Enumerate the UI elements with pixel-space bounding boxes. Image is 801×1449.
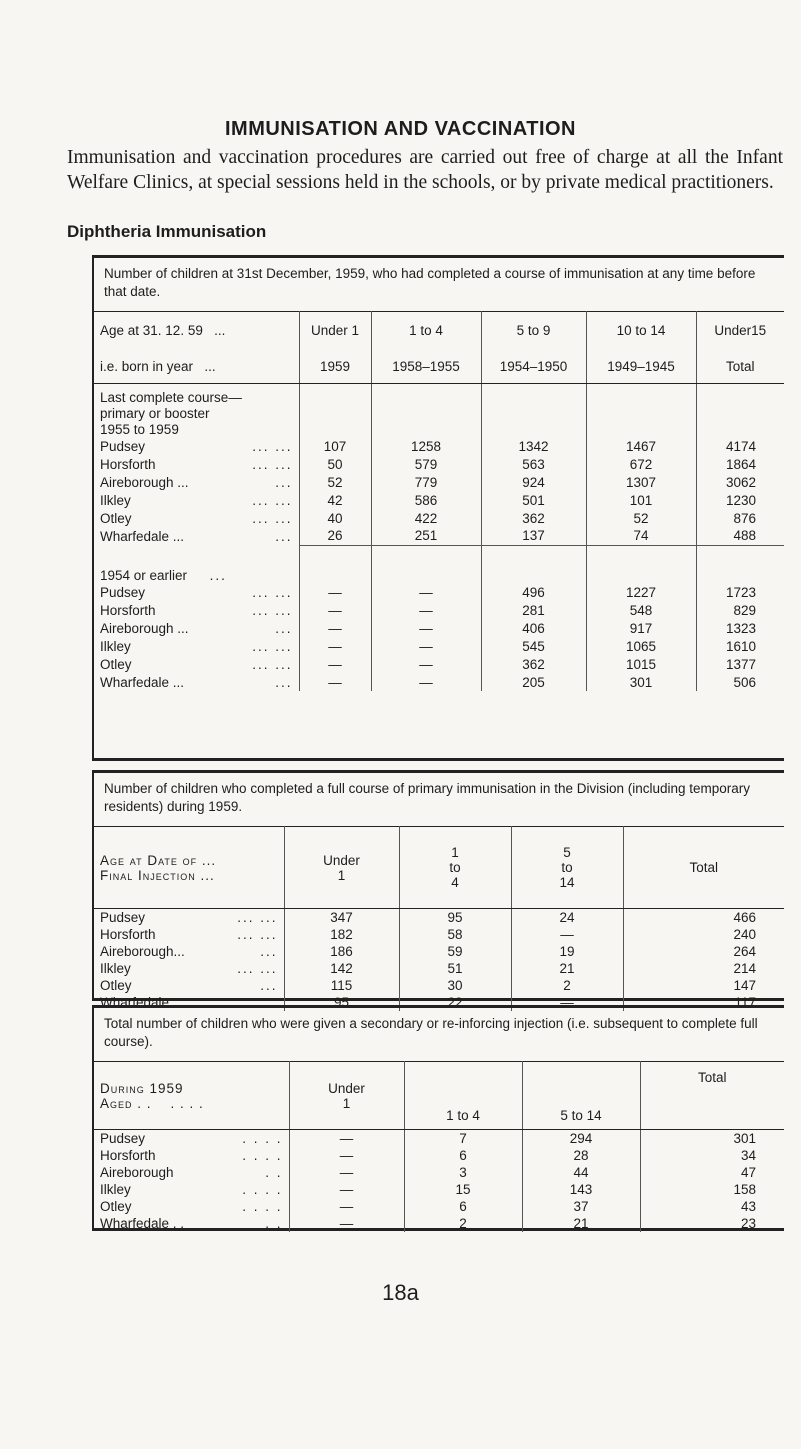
cell-c1: 40 [299, 509, 371, 527]
t1-group1-label-2: primary or booster [100, 405, 210, 421]
cell-c2: 1258 [371, 437, 481, 455]
t2-header-total: Total [623, 827, 784, 909]
t1-header-1954-1950: 1954–1950 [481, 350, 586, 384]
cell-c3: 19 [511, 943, 623, 960]
t1-header-1958-1955: 1958–1955 [371, 350, 481, 384]
cell-c4: 548 [586, 601, 696, 619]
cell-c3: 1342 [481, 437, 586, 455]
t1-group2-label: 1954 or earlier ... [100, 568, 227, 583]
cell-c4: 1227 [586, 583, 696, 601]
cell-c4: 1467 [586, 437, 696, 455]
t3-header-5to14: 5 to 14 [522, 1062, 640, 1130]
table-row [94, 1181, 784, 1198]
cell-c1: — [299, 619, 371, 637]
cell-c1: — [299, 583, 371, 601]
cell-c4: 52 [586, 509, 696, 527]
row-label: Pudsey . . . . [100, 1130, 283, 1146]
cell-c2: 30 [399, 977, 511, 994]
table1-caption: Number of children at 31st December, 1959, who had completed a course of immunisation at any time before that date. [104, 266, 756, 299]
t1-header-5to9: 5 to 9 [481, 312, 586, 350]
t1-header-1959: 1959 [299, 350, 371, 384]
table-row [94, 619, 784, 637]
cell-total: 1323 [696, 619, 784, 637]
cell-c1: 52 [299, 473, 371, 491]
cell-total: 829 [696, 601, 784, 619]
row-label: Wharfedale ... [100, 994, 278, 1010]
t1-group2-rows [94, 583, 784, 691]
cell-c3: — [511, 994, 623, 1011]
t3-header-during: During 1959 Aged . . . . . . [94, 1062, 289, 1130]
cell-c2: 6 [404, 1198, 522, 1215]
t1-group1-label: Last complete course— [100, 390, 242, 405]
cell-c3: 205 [481, 673, 586, 691]
table-row [94, 583, 784, 601]
t3-header-1to4: 1 to 4 [404, 1062, 522, 1130]
cell-c2: 15 [404, 1181, 522, 1198]
row-label: Horsforth ... ... [100, 456, 293, 472]
t2-header-5to14: 5 to 14 [511, 827, 623, 909]
cell-c4: 1065 [586, 637, 696, 655]
cell-total: 1864 [696, 455, 784, 473]
table-row [94, 909, 784, 926]
table-row [94, 943, 784, 960]
cell-total: 1610 [696, 637, 784, 655]
cell-c1: 182 [284, 926, 399, 943]
table-row [94, 960, 784, 977]
table-row [94, 473, 784, 491]
cell-c3: 37 [522, 1198, 640, 1215]
cell-total: 4174 [696, 437, 784, 455]
cell-c1: — [289, 1130, 404, 1147]
t1-header-age: Age at 31. 12. 59 ... [100, 323, 226, 339]
cell-total: 34 [640, 1147, 784, 1164]
cell-c3: 563 [481, 455, 586, 473]
table-row [94, 926, 784, 943]
cell-c3: 501 [481, 491, 586, 509]
t1-header-under15: Under15 [696, 312, 784, 350]
table-row [94, 673, 784, 691]
row-label: Pudsey ... ... [100, 584, 293, 600]
cell-c2: — [371, 655, 481, 673]
table1 [94, 311, 784, 691]
row-label: Wharfedale ... ... [100, 528, 293, 544]
t1-header-1949-1945: 1949–1945 [586, 350, 696, 384]
t1-header-total: Total [696, 350, 784, 384]
cell-c1: 115 [284, 977, 399, 994]
cell-c4: 1307 [586, 473, 696, 491]
row-label: Pudsey ... ... [100, 438, 293, 454]
table2 [94, 826, 784, 1011]
cell-c1: — [289, 1181, 404, 1198]
cell-c2: — [371, 637, 481, 655]
row-label: Otley ... ... [100, 656, 293, 672]
cell-total: 1723 [696, 583, 784, 601]
table-row [94, 1147, 784, 1164]
t1-header-10to14: 10 to 14 [586, 312, 696, 350]
cell-c2: — [371, 601, 481, 619]
cell-c2: 3 [404, 1164, 522, 1181]
cell-c3: 545 [481, 637, 586, 655]
cell-total: 214 [623, 960, 784, 977]
cell-c3: 2 [511, 977, 623, 994]
cell-c3: 294 [522, 1130, 640, 1147]
cell-c1: 42 [299, 491, 371, 509]
table-row [94, 637, 784, 655]
table3 [94, 1061, 784, 1232]
table-row [94, 601, 784, 619]
cell-c4: 672 [586, 455, 696, 473]
t3-rows [94, 1130, 784, 1232]
row-label: Ilkley ... ... [100, 960, 278, 976]
table-row [94, 1198, 784, 1215]
cell-c1: — [299, 673, 371, 691]
cell-total: 506 [696, 673, 784, 691]
cell-c1: — [299, 637, 371, 655]
row-label: Aireborough ... ... [100, 474, 293, 490]
t1-header-under1: Under 1 [299, 312, 371, 350]
t1-group1-rows [94, 437, 784, 545]
cell-total: 301 [640, 1130, 784, 1147]
table3-box [92, 1005, 784, 1231]
cell-c2: 579 [371, 455, 481, 473]
table-row [94, 455, 784, 473]
cell-total: 117 [623, 994, 784, 1011]
cell-c2: 22 [399, 994, 511, 1011]
t2-header-1to4: 1 to 4 [399, 827, 511, 909]
cell-total: 147 [623, 977, 784, 994]
cell-total: 466 [623, 909, 784, 926]
cell-c3: 362 [481, 509, 586, 527]
cell-c3: 496 [481, 583, 586, 601]
cell-c3: 21 [522, 1215, 640, 1232]
cell-c1: 142 [284, 960, 399, 977]
cell-total: 488 [696, 527, 784, 545]
cell-c1: 107 [299, 437, 371, 455]
cell-c1: 26 [299, 527, 371, 545]
cell-c2: 6 [404, 1147, 522, 1164]
cell-c2: — [371, 673, 481, 691]
cell-c1: — [299, 601, 371, 619]
t3-header-under1: Under 1 [289, 1062, 404, 1130]
table-row [94, 491, 784, 509]
cell-c3: 143 [522, 1181, 640, 1198]
cell-total: 1377 [696, 655, 784, 673]
table-row [94, 1130, 784, 1147]
cell-c4: 1015 [586, 655, 696, 673]
cell-c4: 74 [586, 527, 696, 545]
cell-c1: 186 [284, 943, 399, 960]
table-row [94, 509, 784, 527]
table1-box [92, 255, 784, 761]
cell-total: 876 [696, 509, 784, 527]
cell-c2: — [371, 583, 481, 601]
table-row [94, 1215, 784, 1232]
t2-header-under1: Under 1 [284, 827, 399, 909]
cell-c4: 301 [586, 673, 696, 691]
table-row [94, 655, 784, 673]
page-number: 18a [382, 1280, 419, 1305]
row-label: Pudsey ... ... [100, 909, 278, 925]
cell-c4: 917 [586, 619, 696, 637]
table-row [94, 527, 784, 545]
row-label: Horsforth . . . . [100, 1147, 283, 1163]
cell-c3: 924 [481, 473, 586, 491]
cell-c1: — [299, 655, 371, 673]
cell-c2: — [371, 619, 481, 637]
row-label: Ilkley ... ... [100, 492, 293, 508]
t2-rows [94, 909, 784, 1011]
cell-c2: 7 [404, 1130, 522, 1147]
intro-paragraph: Immunisation and vaccination procedures are carried out free of charge at all the Infant Welfare Clinics, at special sessions held in the schools, or by private medical practitioners. [67, 147, 783, 193]
row-label: Otley . . . . [100, 1198, 283, 1214]
cell-total: 240 [623, 926, 784, 943]
row-label: Aireborough... ... [100, 943, 278, 959]
cell-c3: 406 [481, 619, 586, 637]
cell-total: 158 [640, 1181, 784, 1198]
row-label: Aireborough . . [100, 1164, 283, 1180]
t1-header-1to4: 1 to 4 [371, 312, 481, 350]
row-label: Ilkley ... ... [100, 638, 293, 654]
cell-c2: 586 [371, 491, 481, 509]
cell-total: 47 [640, 1164, 784, 1181]
cell-c1: — [289, 1147, 404, 1164]
cell-total: 23 [640, 1215, 784, 1232]
row-label: Otley ... [100, 977, 278, 993]
row-label: Wharfedale . . . . [100, 1215, 283, 1231]
cell-c2: 58 [399, 926, 511, 943]
cell-c2: 59 [399, 943, 511, 960]
row-label: Horsforth ... ... [100, 602, 293, 618]
row-label: Horsforth ... ... [100, 926, 278, 942]
cell-c2: 251 [371, 527, 481, 545]
cell-c2: 779 [371, 473, 481, 491]
cell-c2: 422 [371, 509, 481, 527]
cell-c1: — [289, 1198, 404, 1215]
cell-c2: 95 [399, 909, 511, 926]
cell-c3: 24 [511, 909, 623, 926]
table2-caption: Number of children who completed a full course of primary immunisation in the Division (including temporary residents) during 1959. [104, 781, 751, 814]
cell-c3: 21 [511, 960, 623, 977]
cell-c1: 50 [299, 455, 371, 473]
cell-total: 1230 [696, 491, 784, 509]
cell-c1: 347 [284, 909, 399, 926]
cell-c3: 137 [481, 527, 586, 545]
cell-total: 264 [623, 943, 784, 960]
t3-header-total: Total [640, 1062, 784, 1130]
cell-c4: 101 [586, 491, 696, 509]
table-row [94, 1164, 784, 1181]
page-title: IMMUNISATION AND VACCINATION [224, 118, 576, 140]
cell-c3: 28 [522, 1147, 640, 1164]
cell-c1: — [289, 1215, 404, 1232]
cell-c1: — [289, 1164, 404, 1181]
t1-header-born: i.e. born in year ... [94, 350, 299, 384]
row-label: Aireborough ... ... [100, 620, 293, 636]
cell-c3: — [511, 926, 623, 943]
cell-c1: 95 [284, 994, 399, 1011]
t2-header-age: Age at Date of ... Final Injection ... [94, 827, 284, 909]
row-label: Ilkley . . . . [100, 1181, 283, 1197]
cell-c3: 44 [522, 1164, 640, 1181]
table2-box [92, 770, 784, 1010]
section-heading: Diphtheria Immunisation [67, 222, 267, 241]
table-row [94, 437, 784, 455]
row-label: Wharfedale ... ... [100, 674, 293, 690]
row-label: Otley ... ... [100, 510, 293, 526]
cell-c2: 2 [404, 1215, 522, 1232]
table3-caption: Total number of children who were given a secondary or re-inforcing injection (i.e. subsequent to complete full course). [104, 1016, 758, 1049]
cell-c3: 281 [481, 601, 586, 619]
cell-total: 3062 [696, 473, 784, 491]
cell-total: 43 [640, 1198, 784, 1215]
cell-c2: 51 [399, 960, 511, 977]
table-row [94, 977, 784, 994]
t1-group1-label-3: 1955 to 1959 [100, 421, 179, 437]
cell-c3: 362 [481, 655, 586, 673]
